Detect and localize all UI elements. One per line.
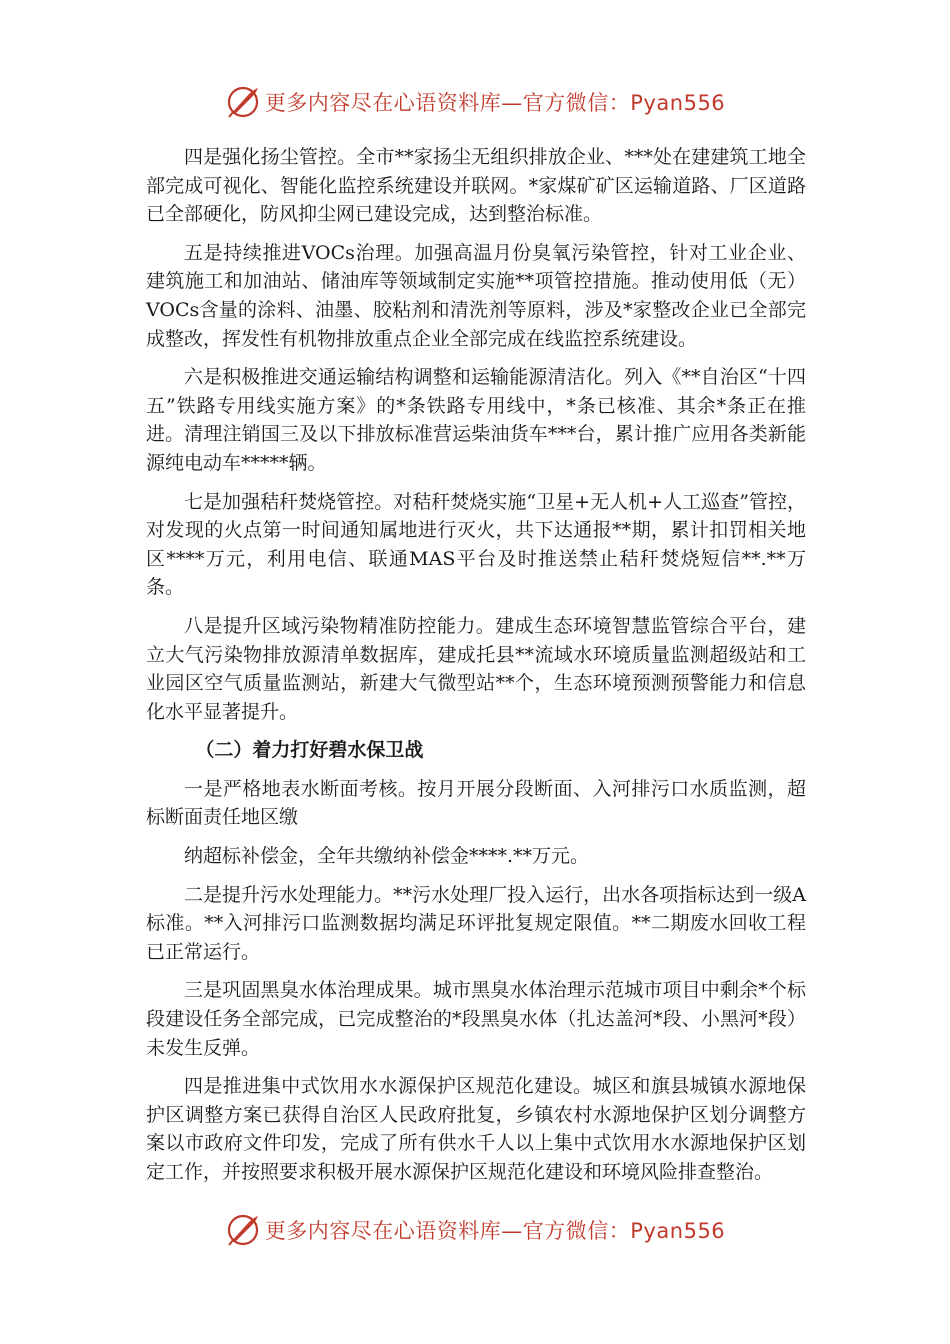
banner-text: 更多内容尽在心语资料库—官方微信：Pyan556 [264, 1219, 726, 1243]
paragraph-water-source: 四是推进集中式饮用水水源保护区规范化建设。城区和旗县城镇水源地保护区调整方案已获得自治区人民政府批复，乡镇农村水源地保护区划分调整方案以市政府文件印发，完成了所有供水千人以上集中式饮用水水源地保护区划定工作，并按照要求积极开展水源保护区规范化建设和环境风险排查整治。 [146, 1075, 806, 1183]
paragraph-surface-water: 一是严格地表水断面考核。按月开展分段断面、入河排污口水质监测，超标断面责任地区缴 [146, 777, 806, 829]
paragraph-dust-control: 四是强化扬尘管控。全市**家扬尘无组织排放企业、***处在建建筑工地全部完成可视化、智能化监控系统建设并联网。*家煤矿矿区运输道路、厂区道路已全部硬化，防风抑尘网已建设完成，达到整治标准。 [146, 146, 806, 226]
section-heading: （二）着力打好碧水保卫战 [195, 739, 424, 762]
paragraph-compensation: 纳超标补偿金，全年共缴纳补偿金****.**万元。 [184, 845, 590, 868]
quill-pen-logo-icon [225, 84, 261, 120]
paragraph-transport: 六是积极推进交通运输结构调整和运输能源清洁化。列入《**自治区“十四五”铁路专用线实施方案》的*条铁路专用线中，*条已核准、其余*条正在推进。清理注销国三及以下排放标准营运柴油货车***台，累计推广应用各类新能源纯电动车*****辆。 [146, 366, 806, 474]
paragraph-sewage: 二是提升污水处理能力。**污水处理厂投入运行，出水各项指标达到一级A标准。**入河排污口监测数据均满足环评批复规定限值。**二期废水回收工程已正常运行。 [146, 883, 806, 963]
paragraph-black-odorous: 三是巩固黑臭水体治理成果。城市黑臭水体治理示范城市项目中剩余*个标段建设任务全部完成，已完成整治的*段黑臭水体（扎达盖河*段、小黑河*段）未发生反弹。 [146, 979, 806, 1059]
paragraph-vocs: 五是持续推进VOCs治理。加强高温月份臭氧污染管控，针对工业企业、建筑施工和加油站、储油库等领域制定实施**项管控措施。推动使用低（无）VOCs含量的涂料、油墨、胶粘剂和清洗剂等原料，涉及*家整改企业已全部完成整改，挥发性有机物排放重点企业全部完成在线监控系统建设。 [146, 241, 806, 350]
footer-banner [0, 1210, 950, 1250]
paragraph-precision-control: 八是提升区域污染物精准防控能力。建成生态环境智慧监管综合平台，建立大气污染物排放源清单数据库，建成托县**流域水环境质量监测超级站和工业园区空气质量监测站，新建大气微型站**个，生态环境预测预警能力和信息化水平显著提升。 [146, 614, 806, 723]
header-banner [0, 82, 950, 122]
banner-text: 更多内容尽在心语资料库—官方微信：Pyan556 [264, 91, 726, 115]
document-body [146, 143, 806, 1197]
paragraph-straw-burning: 七是加强秸秆焚烧管控。对秸秆焚烧实施“卫星+无人机+人工巡查”管控，对发现的火点第一时间通知属地进行灭火，共下达通报**期，累计扣罚相关地区****万元，利用电信、联通MAS平台及时推送禁止秸秆焚烧短信**.**万条。 [146, 490, 806, 599]
quill-pen-logo-icon [225, 1212, 261, 1248]
